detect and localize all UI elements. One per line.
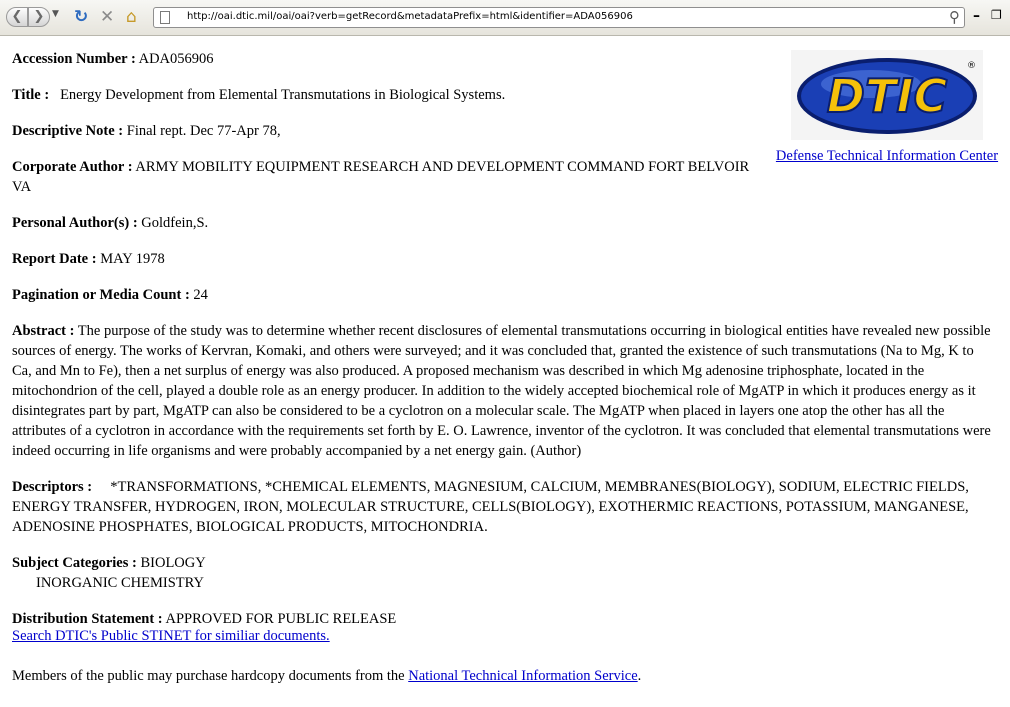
subject-categories-label: Subject Categories : — [12, 555, 137, 571]
descriptors-field — [12, 477, 997, 537]
descriptors-label: Descriptors : — [12, 479, 93, 495]
subject-category-item: BIOLOGY — [140, 555, 206, 571]
title-label: Title : — [12, 87, 50, 103]
restore-icon[interactable]: ❐ — [991, 8, 1002, 22]
purchase-note — [12, 666, 997, 686]
address-bar[interactable] — [153, 7, 965, 28]
home-icon[interactable]: ⌂ — [126, 7, 137, 27]
url-text[interactable]: http://oai.dtic.mil/oai/oai?verb=getRecord&metadataPrefix=html&identifier=ADA056906 — [187, 11, 633, 22]
search-stinet-link[interactable]: Search DTIC's Public STINET for similiar documents. — [12, 628, 330, 644]
descriptive-note-field — [12, 121, 752, 141]
descriptive-note-value: Final rept. Dec 77-Apr 78, — [126, 123, 281, 139]
corporate-author-label: Corporate Author : — [12, 159, 133, 175]
stop-icon[interactable]: ✕ — [100, 7, 115, 27]
search-link-row — [12, 626, 752, 646]
dtic-home-link[interactable]: Defense Technical Information Center — [775, 148, 999, 164]
purchase-note-text: Members of the public may purchase hardcopy documents from the — [12, 668, 409, 684]
corporate-author-value: ARMY MOBILITY EQUIPMENT RESEARCH AND DEVELOPMENT COMMAND FORT BELVOIR VA — [12, 159, 750, 195]
abstract-value: The purpose of the study was to determine whether recent disclosures of elemental transmutations occurring in biological entities have revealed new possible sources of energy. The works of Kervran, Komaki, and others were surveyed; and it was concluded that, granted the existence of such transmutations (Na to Mg, K to Ca, and Mn to Fe), then a net surplus of energy was also produced. A proposed mechanism was described in which Mg adenosine triphosphate, located in the mitochondrion of the cell, played a double role as an energy producer. In addition to the widely accepted biochemical role of MgATP in which it produces energy as it disintegrates part by part, MgATP can also be considered to be a cyclotron on a molecular scale. The MgATP when placed in layers one atop the other has all the attributes of a cyclotron in accordance with the requirements set forth by E. O. Lawrence, inventor of the cyclotron. It was concluded that elemental transmutations were indeed occurring in life organisms and were probably accompanied by a net energy gain. (Author) — [12, 323, 991, 459]
distribution-value: APPROVED FOR PUBLIC RELEASE — [165, 611, 397, 627]
logo-text: DTIC — [826, 69, 948, 123]
accession-number-value: ADA056906 — [138, 51, 214, 67]
distribution-label: Distribution Statement : — [12, 611, 163, 627]
ntis-link[interactable]: National Technical Information Service — [408, 668, 638, 684]
registered-mark-icon: ® — [967, 61, 976, 71]
descriptors-value: *TRANSFORMATIONS, *CHEMICAL ELEMENTS, MAGNESIUM, CALCIUM, MEMBRANES(BIOLOGY), SODIUM, ELECTRIC FIELDS, ENERGY TRANSFER, HYDROGEN, IRON, MOLECULAR STRUCTURE, CELLS(BIOLOGY), EXOTHERMIC REACTIONS, POTASSIUM, MANGANESE, ADENOSINE PHOSPHATES, BIOLOGICAL PRODUCTS, MITOCHONDRIA. — [12, 479, 969, 535]
history-dropdown-icon[interactable]: ▼ — [52, 9, 59, 19]
accession-number-field — [12, 49, 752, 69]
pagination-field — [12, 285, 752, 305]
subject-category-item: INORGANIC CHEMISTRY — [36, 575, 204, 591]
descriptive-note-label: Descriptive Note : — [12, 123, 124, 139]
minimize-icon[interactable]: – — [973, 8, 980, 24]
personal-author-value: Goldfein,S. — [141, 215, 209, 231]
dtic-logo-block — [772, 50, 1002, 165]
abstract-label: Abstract : — [12, 323, 75, 339]
report-date-label: Report Date : — [12, 251, 97, 267]
forward-arrow-icon[interactable]: ❯ — [28, 7, 50, 27]
personal-author-label: Personal Author(s) : — [12, 215, 138, 231]
purchase-note-suffix: . — [637, 668, 642, 684]
abstract-field — [12, 321, 997, 461]
title-value: Energy Development from Elemental Transmutations in Biological Systems. — [60, 87, 506, 103]
search-icon[interactable]: ⚲ — [949, 8, 960, 26]
pagination-value: 24 — [193, 287, 208, 303]
pagination-label: Pagination or Media Count : — [12, 287, 190, 303]
corporate-author-field — [12, 157, 752, 197]
page-icon — [160, 11, 170, 24]
subject-categories-field — [12, 553, 752, 593]
personal-author-field — [12, 213, 752, 233]
browser-toolbar — [0, 0, 1010, 36]
distribution-field — [12, 609, 752, 646]
dtic-logo — [791, 50, 983, 140]
report-date-field — [12, 249, 752, 269]
back-arrow-icon[interactable]: ❮ — [6, 7, 28, 27]
reload-icon[interactable]: ↻ — [74, 7, 89, 27]
report-date-value: MAY 1978 — [100, 251, 165, 267]
title-field — [12, 85, 752, 105]
accession-number-label: Accession Number : — [12, 51, 136, 67]
